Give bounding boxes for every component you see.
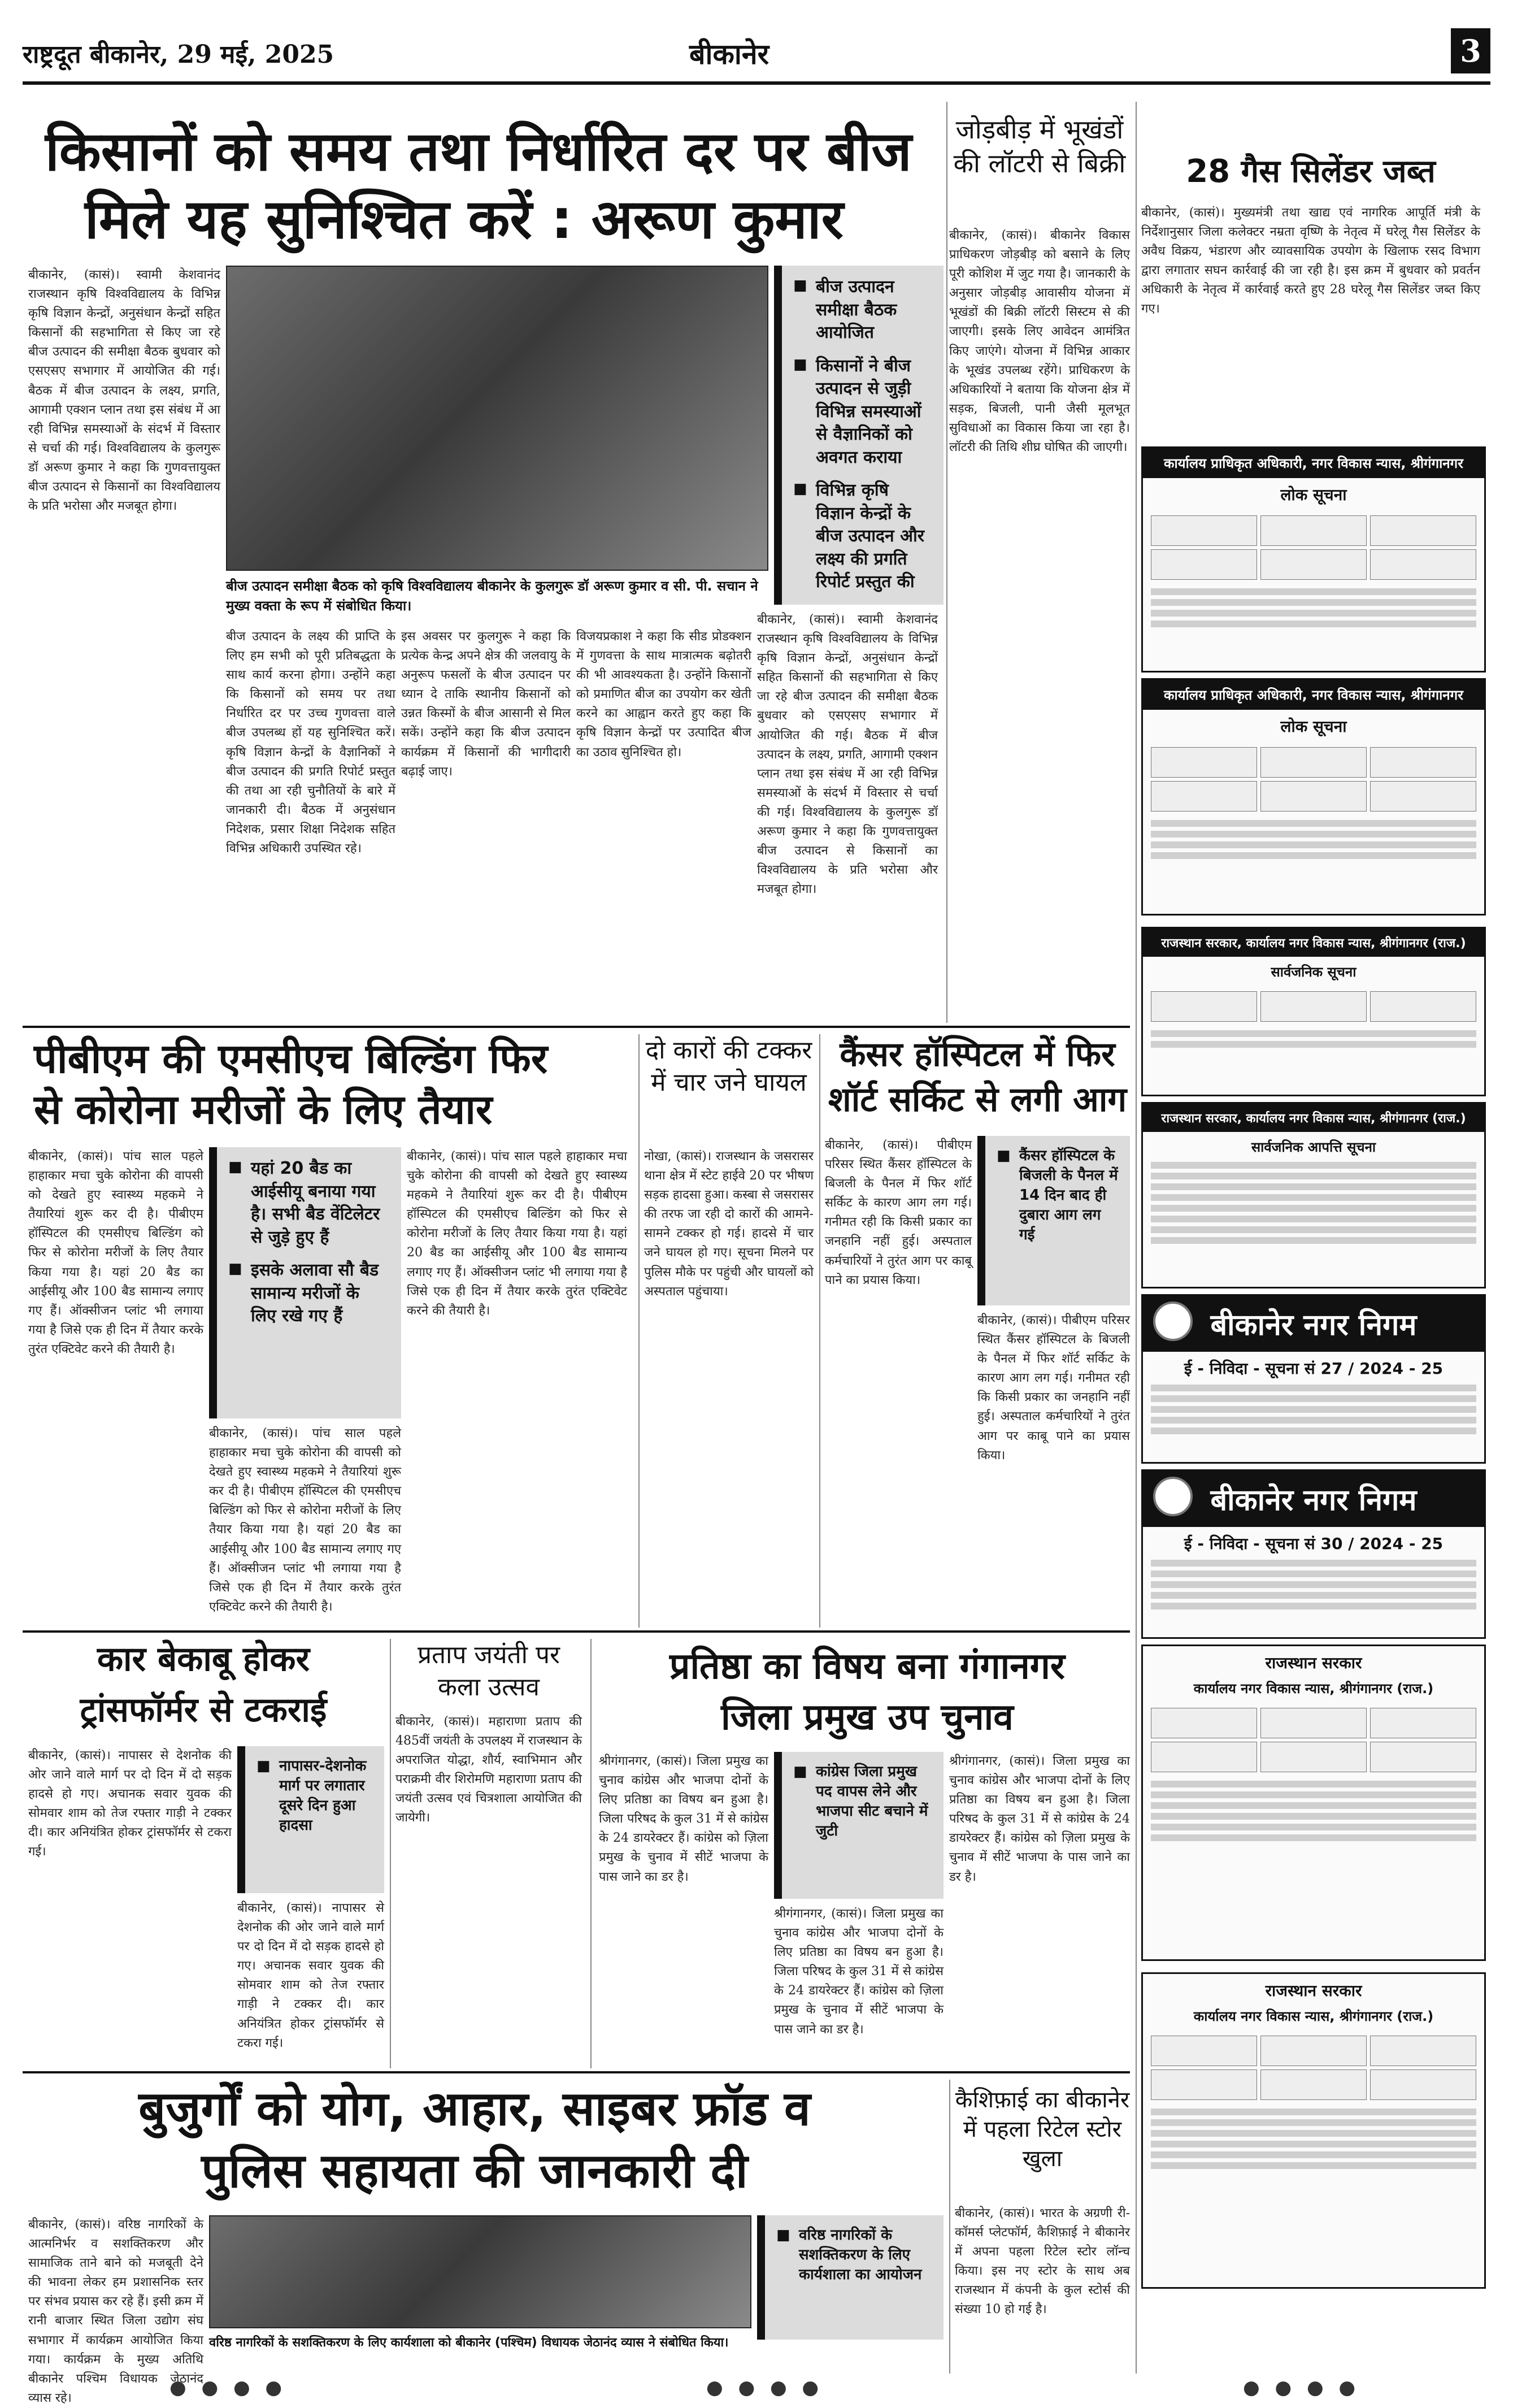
story7-highlight: ■ नापासर-देशनोक मार्ग पर लगातार दूसरे दिन हुआ हादसा [256, 1756, 373, 1836]
notice-uit-4-title: राजस्थान सरकार, कार्यालय नगर विकास न्यास, श्रीगंगानगर (राज.) [1143, 1104, 1484, 1132]
story8-headline: प्रताप जयंती पर कला उत्सव [417, 1641, 560, 1702]
story4-headline-line1: पीबीएम की एमसीएच बिल्डिंग फिर [34, 1035, 548, 1082]
story1-highlight-2: ■ किसानों ने बीज उत्पादन से जुड़ी विभिन्न समस्याओं से वैज्ञानिकों को अवगत कराया [793, 355, 932, 470]
notice-uit-1-title: कार्यालय प्राधिकृत अधिकारी, नगर विकास न्यास, श्रीगंगानगर [1143, 448, 1484, 478]
story11-body: बीकानेर, (कासं)। भारत के अग्रणी री-कॉमर्स प्लेटफॉर्म, कैशिफ़ाई ने बीकानेर में अपना पहला रिटेल स्टोर लॉन्च किया। इस नए स्टोर के साथ अब राजस्थान में कंपनी के कुल स्टोर्स की संख्या 10 हो गई है। [955, 2206, 1130, 2317]
story2-body: बीकानेर, (कासं)। बीकानेर विकास प्राधिकरण जोड़बीड़ को बसाने के लिए पूरी कोशिश में जुट गया है। जानकारी के अनुसार जोड़बीड़ आवासीय योजना में भूखंडों की बिक्री लॉटरी सिस्टम से की जाएगी। इसके लिए आवेदन आमंत्रित किए जाएंगे। योजना में विभिन्न आकार के भूखंड उपलब्ध रहेंगे। प्राधिकरण के अधिकारियों ने बताया कि योजना क्षेत्र में सड़क, बिजली, पानी जैसी मूलभूत सुविधाओं का विकास किया जा रहा है। लॉटरी की तिथि शीघ्र घोषित की जाएगी। [949, 228, 1130, 455]
masthead-section: बीकानेर [689, 37, 769, 71]
notice-uit-1 [1141, 446, 1486, 672]
notice-gov-2-table [1143, 2031, 1484, 2105]
footer-registration-dots: ● ● ● ● [169, 2376, 287, 2399]
story1-body-col5: बीकानेर, (कासं)। स्वामी केशवानंद राजस्थान कृषि विश्वविद्यालय के विभिन्न कृषि विज्ञान केन्द्रों, अनुसंधान केन्द्रों सहित किसानों की सहभागिता से किए जा रहे बीज उत्पादन की समीक्षा बैठक बुधवार को एसएसए सभागार में आयोजित की गई। बैठक में बीज उत्पादन के लक्ष्य, प्रगति, आगामी एक्शन प्लान तथा इस संबंध में आ रही विभिन्न समस्याओं के संदर्भ में विस्तार से चर्चा की गई। विश्वविद्यालय के कुलगुरू डॉ अरूण कुमार ने कहा कि गुणवत्तायुक्त बीज उत्पादन से किसानों का विश्वविद्यालय के प्रति भरोसा और मजबूत होगा। [757, 613, 938, 897]
story6-headline-line2: शॉर्ट सर्किट से लगी आग [828, 1080, 1127, 1120]
notice-nigam-1-title: बीकानेर नगर निगम [1210, 1308, 1417, 1342]
column-divider [949, 2080, 950, 2374]
story10-headline-line1: बुजुर्गों को योग, आहार, साइबर फ्रॉड व [138, 2081, 811, 2136]
story5-body: नोखा, (कासं)। राजस्थान के जसरासर थाना क्षेत्र में स्टेट हाईवे 20 पर भीषण सड़क हादसा हुआ। कस्बा से जसरासर की तरफ जा रही दो कारों की आमने-सामने टक्कर हो गई। हादसे में चार जने घायल हो गए। सूचना मिलने पर पुलिस मौके पर पहुंची और घायलों को अस्पताल पहुंचाया। [644, 1149, 814, 1299]
masthead [23, 23, 1490, 85]
story7-headline-line1: कार बेकाबू होकर [97, 1639, 310, 1679]
emblem-icon [1153, 1477, 1193, 1516]
notice-nigam-1-subtitle: ई - निविदा - सूचना सं 27 / 2024 - 25 [1184, 1359, 1444, 1378]
page-number: 3 [1451, 28, 1490, 73]
column-divider [590, 1639, 592, 2068]
notice-uit-1-subtitle: लोक सूचना [1280, 485, 1347, 504]
column-divider [638, 1034, 640, 1628]
story4-body-col1: बीकानेर, (कासं)। पांच साल पहले हाहाकार मचा चुके कोरोना की वापसी को देखते हुए स्वास्थ्य महकमे ने तैयारियां शुरू कर दी है। पीबीएम हॉस्पिटल की एमसीएच बिल्डिंग को फिर से कोरोना मरीजों के लिए तैयार किया गया है। यहां 20 बैड का आईसीयू और 100 बैड सामान्य लगाए गए हैं। ऑक्सीजन प्लांट भी लगाया गया है जिसे एक ही दिन में तैयार करके तुरंत एक्टिवेट करने की तैयारी है। [28, 1149, 203, 1356]
notice-nigam-1 [1141, 1294, 1486, 1464]
story1-body-col4: विजयप्रकाश ने कहा कि सीड प्रोडक्शन में गुणवत्ता के साथ मात्रात्मक बढ़ोतरी की भी आवश्यकता है। उन्होंने किसानों को प्रमाणित बीज का उपयोग कर खेती करने का आह्वान करते हुए कहा कि कृषि विज्ञान केन्द्रों पर उत्पादित बीज का उठाव सुनिश्चित हो। [576, 630, 751, 760]
column-divider [946, 102, 947, 1023]
story3-headline: 28 गैस सिलेंडर जब्त [1186, 153, 1436, 190]
story4-highlight-2: ■ इसके अलावा सौ बैड सामान्य मरीजों के लिए रखे गए हैं [228, 1259, 390, 1328]
notice-gov-1-title: राजस्थान सरकार [1265, 1654, 1362, 1672]
notice-nigam-1-header [1143, 1296, 1484, 1352]
divider-rule [23, 1630, 1130, 1633]
story6-highlight: ■ कैंसर हॉस्पिटल के बिजली के पैनल में 14 दिन बाद ही दुबारा आग लग गई [997, 1146, 1119, 1245]
footer-registration-dots: ● ● ● ● [706, 2376, 824, 2399]
notice-gov-2-title: राजस्थान सरकार [1265, 1981, 1362, 2000]
column-divider [819, 1034, 820, 1628]
story10-body-col1: बीकानेर, (कासं)। वरिष्ठ नागरिकों के आत्मनिर्भर व सशक्तिकरण और सामाजिक ताने बाने को मजबूती देने की भावना लेकर हम प्रशासनिक स्तर पर संभव प्रयास कर रहे हैं। इसी क्रम में रानी बाजार स्थित जिला उद्योग संघ सभागार में कार्यक्रम आयोजित किया गया। कार्यक्रम के मुख्य अतिथि बीकानेर पश्चिम विधायक जेठानंद व्यास रहे। [28, 2218, 203, 2405]
footer-registration-dots: ● ● ● ● [1243, 2376, 1360, 2399]
column-divider [390, 1639, 391, 2068]
story10-photo [209, 2215, 751, 2328]
notice-nigam-2-subtitle: ई - निविदा - सूचना सं 30 / 2024 - 25 [1184, 1534, 1444, 1553]
notice-uit-1-table [1143, 511, 1484, 584]
story7-headline-line2: ट्रांसफॉर्मर से टकराई [80, 1690, 327, 1730]
story1-highlight-3: ■ विभिन्न कृषि विज्ञान केन्द्रों के बीज उत्पादन और लक्ष्य की प्रगति रिपोर्ट प्रस्तुत की [793, 479, 932, 594]
story10-highlight-box [757, 2215, 944, 2340]
story1-body-col2: बीज उत्पादन के लक्ष्य की प्राप्ति के लिए हम सभी को पूरी प्रतिबद्धता के साथ कार्य करना होगा। उन्होंने कहा कि किसानों को समय पर तथा निर्धारित दर पर उच्च गुणवत्ता वाले बीज उपलब्ध हों यह सुनिश्चित करें। कृषि विज्ञान केन्द्रों के वैज्ञानिकों ने बीज उत्पादन की प्रगति रिपोर्ट प्रस्तुत की तथा आ रही चुनौतियों के बारे में जानकारी दी। बैठक में अनुसंधान निदेशक, प्रसार शिक्षा निदेशक सहित विभिन्न अधिकारी उपस्थित रहे। [226, 630, 395, 856]
story6-headline-line1: कैंसर हॉस्पिटल में फिर [840, 1035, 1115, 1074]
notice-gov-2 [1141, 1972, 1486, 2289]
story10-photo-caption: वरिष्ठ नागरिकों के सशक्तिकरण के लिए कार्यशाला को बीकानेर (पश्चिम) विधायक जेठानंद व्यास ने संबोधित किया। [209, 2336, 729, 2350]
story7-highlight-box [237, 1746, 384, 1893]
notice-nigam-2 [1141, 1469, 1486, 1639]
story4-body-col2: बीकानेर, (कासं)। पांच साल पहले हाहाकार मचा चुके कोरोना की वापसी को देखते हुए स्वास्थ्य महकमे ने तैयारियां शुरू कर दी है। पीबीएम हॉस्पिटल की एमसीएच बिल्डिंग को फिर से कोरोना मरीजों के लिए तैयार किया गया है। यहां 20 बैड का आईसीयू और 100 बैड सामान्य लगाए गए हैं। ऑक्सीजन प्लांट भी लगाया गया है जिसे एक ही दिन में तैयार करके तुरंत एक्टिवेट करने की तैयारी है। [209, 1426, 401, 1614]
story9-body-col1: श्रीगंगानगर, (कासं)। जिला प्रमुख का चुनाव कांग्रेस और भाजपा दोनों के लिए प्रतिष्ठा का विषय बन हुआ है। जिला परिषद के कुल 31 में से कांग्रेस के 24 डायरेक्टर हैं। कांग्रेस को ज़िला प्रमुख के चुनाव में सीटें भाजपा के पास जाने का डर है। [599, 1754, 768, 1884]
column-divider [1136, 102, 1137, 2374]
notice-gov-1-subtitle: कार्यालय नगर विकास न्यास, श्रीगंगानगर (राज.) [1193, 1681, 1434, 1697]
story6-body-col1: बीकानेर, (कासं)। पीबीएम परिसर स्थित कैंसर हॉस्पिटल के बिजली के पैनल में फिर शॉर्ट सर्किट के कारण आग लग गई। गनीमत रही कि किसी प्रकार का जनहानि नहीं हुई। अस्पताल कर्मचारियों ने तुरंत आग पर काबू पाने का प्रयास किया। [825, 1138, 972, 1287]
story2-headline: जोड़बीड़ में भूखंडों की लॉटरी से बिक्री [953, 114, 1126, 179]
story9-highlight-box [774, 1752, 944, 1899]
story4-highlight-box [209, 1147, 401, 1418]
emblem-icon [1153, 1301, 1193, 1341]
story8-body: बीकानेर, (कासं)। महाराणा प्रताप की 485वीं जयंती के उपलक्ष्य में राजस्थान के अपराजित योद्धा, शौर्य, स्वाभिमान और पराक्रमी वीर शिरोमणि महाराणा प्रताप की जयंती उत्सव एवं चित्रशाला आयोजित की जायेगी। [395, 1715, 582, 1825]
notice-uit-2-table [1143, 743, 1484, 816]
notice-gov-1-table [1143, 1703, 1484, 1777]
notice-uit-4-subtitle: सार्वजनिक आपत्ति सूचना [1251, 1139, 1376, 1155]
divider-rule [23, 1026, 1130, 1028]
notice-uit-2-title: कार्यालय प्राधिकृत अधिकारी, नगर विकास न्यास, श्रीगंगानगर [1143, 680, 1484, 710]
story10-headline-line2: पुलिस सहायता की जानकारी दी [201, 2143, 748, 2198]
story1-body-col1: बीकानेर, (कासं)। स्वामी केशवानंद राजस्थान कृषि विश्वविद्यालय के विभिन्न कृषि विज्ञान केन्द्रों, अनुसंधान केन्द्रों सहित किसानों की सहभागिता से किए जा रहे बीज उत्पादन की समीक्षा बैठक बुधवार को एसएसए सभागार में आयोजित की गई। बैठक में बीज उत्पादन के लक्ष्य, प्रगति, आगामी एक्शन प्लान तथा इस संबंध में आ रही विभिन्न समस्याओं के संदर्भ में विस्तार से चर्चा की गई। विश्वविद्यालय के कुलगुरू डॉ अरूण कुमार ने कहा कि गुणवत्तायुक्त बीज उत्पादन से किसानों का विश्वविद्यालय के प्रति भरोसा और मजबूत होगा। [28, 268, 220, 514]
story9-headline-line1: प्रतिष्ठा का विषय बना गंगानगर [669, 1646, 1065, 1687]
story9-body-col3: श्रीगंगानगर, (कासं)। जिला प्रमुख का चुनाव कांग्रेस और भाजपा दोनों के लिए प्रतिष्ठा का विषय बन हुआ है। जिला परिषद के कुल 31 में से कांग्रेस के 24 डायरेक्टर हैं। कांग्रेस को ज़िला प्रमुख के चुनाव में सीटें भाजपा के पास जाने का डर है। [949, 1754, 1130, 1884]
notice-uit-3-title: राजस्थान सरकार, कार्यालय नगर विकास न्यास, श्रीगंगानगर (राज.) [1143, 929, 1484, 957]
story1-highlight-box [774, 266, 944, 605]
notice-uit-3 [1141, 927, 1486, 1096]
story4-headline-line2: से कोरोना मरीजों के लिए तैयार [34, 1086, 493, 1133]
story7-body-col1: बीकानेर, (कासं)। नापासर से देशनोक की ओर जाने वाले मार्ग पर दो दिन में दो सड़क हादसे हो गए। अचानक सवार युवक की सोमवार शाम को तेज रफ्तार गाड़ी ने टक्कर दी। कार अनियंत्रित होकर ट्रांसफॉर्मर से टकरा गई। [28, 1748, 232, 1859]
notice-nigam-2-header [1143, 1471, 1484, 1527]
story1-headline-line2: मिले यह सुनिश्चित करें : अरूण कुमार [85, 188, 844, 251]
story1-headline-line1: किसानों को समय तथा निर्धारित दर पर बीज [45, 120, 912, 183]
masthead-date: राष्ट्रदूत बीकानेर, 29 मई, 2025 [23, 40, 334, 69]
story9-headline-line2: जिला प्रमुख उप चुनाव [721, 1697, 1014, 1738]
notice-uit-2 [1141, 678, 1486, 916]
story6-body-col2: बीकानेर, (कासं)। पीबीएम परिसर स्थित कैंसर हॉस्पिटल के बिजली के पैनल में फिर शॉर्ट सर्किट के कारण आग लग गई। गनीमत रही कि किसी प्रकार का जनहानि नहीं हुई। अस्पताल कर्मचारियों ने तुरंत आग पर काबू पाने का प्रयास किया। [977, 1313, 1130, 1463]
story3-body: बीकानेर, (कासं)। मुख्यमंत्री तथा खाद्य एवं नागरिक आपूर्ति मंत्री के निर्देशानुसार जिला कलेक्टर नम्रता वृष्णि के नेतृत्व में घरेलू गैस सिलेंडर के अवैध विक्रय, भंडारण और व्यावसायिक उपयोग के खिलाफ रसद विभाग द्वारा लगातार सघन कार्रवाई की जा रही है। इस क्रम में बुधवार को प्रवर्तन अधिकारी के नेतृत्व में कार्रवाई करते हुए 28 घरेलू गैस सिलेंडर जब्त किए गए। [1141, 206, 1480, 316]
story9-body-col2: श्रीगंगानगर, (कासं)। जिला प्रमुख का चुनाव कांग्रेस और भाजपा दोनों के लिए प्रतिष्ठा का विषय बन हुआ है। जिला परिषद के कुल 31 में से कांग्रेस के 24 डायरेक्टर हैं। कांग्रेस को ज़िला प्रमुख के चुनाव में सीटें भाजपा के पास जाने का डर है। [774, 1907, 944, 2037]
story5-headline: दो कारों की टक्कर में चार जने घायल [645, 1036, 812, 1097]
story7-body-col2: बीकानेर, (कासं)। नापासर से देशनोक की ओर जाने वाले मार्ग पर दो दिन में दो सड़क हादसे हो गए। अचानक सवार युवक की सोमवार शाम को तेज रफ्तार गाड़ी ने टक्कर दी। कार अनियंत्रित होकर ट्रांसफॉर्मर से टकरा गई। [237, 1901, 384, 2050]
story6-highlight-box [977, 1136, 1130, 1305]
notice-uit-4 [1141, 1102, 1486, 1288]
notice-nigam-2-title: बीकानेर नगर निगम [1210, 1483, 1417, 1517]
story1-body-col3: इस अवसर पर कुलगुरू ने कहा कि प्रत्येक केन्द्र अपने क्षेत्र की जलवायु के अनुरूप फसलों के बीज उत्पादन पर ध्यान दे ताकि स्थानीय किसानों को उन्नत किस्मों के बीज आसानी से मिल सकें। उन्होंने कहा कि बीज उत्पादन कार्यक्रम में किसानों की भागीदारी बढ़ाई जाए। [401, 630, 571, 779]
notice-gov-1 [1141, 1645, 1486, 1961]
notice-uit-3-subtitle: सार्वजनिक सूचना [1271, 964, 1357, 980]
story1-highlight-1: ■ बीज उत्पादन समीक्षा बैठक आयोजित [793, 276, 932, 345]
story4-body-col3: बीकानेर, (कासं)। पांच साल पहले हाहाकार मचा चुके कोरोना की वापसी को देखते हुए स्वास्थ्य महकमे ने तैयारियां शुरू कर दी है। पीबीएम हॉस्पिटल की एमसीएच बिल्डिंग को फिर से कोरोना मरीजों के लिए तैयार किया गया है। यहां 20 बैड का आईसीयू और 100 बैड सामान्य लगाए गए हैं। ऑक्सीजन प्लांट भी लगाया गया है जिसे एक ही दिन में तैयार करके तुरंत एक्टिवेट करने की तैयारी है। [407, 1149, 627, 1318]
divider-rule [23, 2071, 1130, 2073]
story1-photo [226, 266, 768, 571]
notice-gov-2-subtitle: कार्यालय नगर विकास न्यास, श्रीगंगानगर (राज.) [1193, 2008, 1434, 2024]
story10-highlight: ■ वरिष्ठ नागरिकों के सशक्तिकरण के लिए कार्यशाला का आयोजन [776, 2225, 932, 2285]
notice-uit-2-subtitle: लोक सूचना [1280, 717, 1347, 736]
story11-headline: कैशिफ़ाई का बीकानेर में पहला रिटेल स्टोर खुला [955, 2087, 1130, 2172]
notice-uit-3-table [1143, 987, 1484, 1026]
story4-highlight-1: ■ यहां 20 बैड का आईसीयू बनाया गया है। सभी बैड वेंटिलेटर से जुड़े हुए हैं [228, 1157, 390, 1249]
story1-photo-caption: बीज उत्पादन समीक्षा बैठक को कृषि विश्वविद्यालय बीकानेर के कुलगुरू डॉ अरूण कुमार व सी. पी. सचान ने मुख्य वक्ता के रूप में संबोधित किया। [226, 578, 758, 614]
story9-highlight: ■ कांग्रेस जिला प्रमुख पद वापस लेने और भाजपा सीट बचाने में जुटी [793, 1762, 932, 1841]
